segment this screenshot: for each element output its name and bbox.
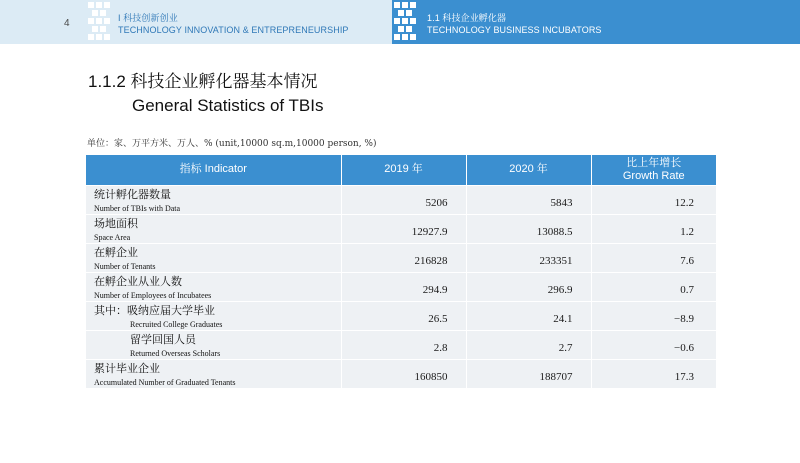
- table-row: [86, 214, 716, 243]
- table-row: [86, 330, 716, 359]
- row-label-zh: 累计毕业企业: [94, 362, 160, 375]
- cell-growth: 17.3: [591, 359, 716, 388]
- row-label-en: Space Area: [94, 232, 131, 242]
- section-title-en: General Statistics of TBIs: [132, 96, 324, 115]
- cell-2019: 216828: [341, 243, 466, 272]
- row-label-en: Accumulated Number of Graduated Tenants: [94, 377, 236, 387]
- cell-growth: 7.6: [591, 243, 716, 272]
- section-title-zh: 1.1.2 科技企业孵化器基本情况: [88, 72, 318, 91]
- column-header-growth: [591, 155, 716, 185]
- cell-2019: 2.8: [341, 330, 466, 359]
- row-label: [86, 359, 341, 388]
- row-label-zh: 场地面积: [94, 217, 138, 230]
- cell-2020: 296.9: [466, 272, 591, 301]
- header-right-text: [427, 12, 602, 36]
- header-left-zh: I 科技创新创业: [118, 13, 178, 23]
- header-left-text: [118, 12, 349, 36]
- row-label: [86, 185, 341, 214]
- cell-growth: 1.2: [591, 214, 716, 243]
- column-header-2020: 2020 年: [466, 155, 591, 185]
- cell-2019: 5206: [341, 185, 466, 214]
- header-square-pattern-left: [86, 0, 112, 44]
- row-label: [86, 330, 341, 359]
- column-header-2019: 2019 年: [341, 155, 466, 185]
- header-left-en: TECHNOLOGY INNOVATION & ENTREPRENEURSHIP: [118, 25, 349, 35]
- row-label: [86, 272, 341, 301]
- cell-2019: 160850: [341, 359, 466, 388]
- row-label-zh: 在孵企业从业人数: [94, 275, 182, 288]
- table-header-row: [86, 155, 716, 185]
- unit-note: 单位：家、万平方米、万人、% (unit,10000 sq.m,10000 person, %): [87, 139, 377, 149]
- table-row: [86, 185, 716, 214]
- cell-2020: 2.7: [466, 330, 591, 359]
- header-square-pattern-right: [392, 0, 418, 44]
- cell-growth: −8.9: [591, 301, 716, 330]
- column-header-indicator: 指标 Indicator: [86, 155, 341, 185]
- page-number: 4: [64, 18, 70, 29]
- cell-2019: 26.5: [341, 301, 466, 330]
- row-label-zh: 在孵企业: [94, 246, 138, 259]
- cell-2019: 294.9: [341, 272, 466, 301]
- row-label: [86, 301, 341, 330]
- row-label-zh: 统计孵化器数量: [94, 188, 171, 201]
- header-right-zh: 1.1 科技企业孵化器: [427, 13, 507, 23]
- cell-2019: 12927.9: [341, 214, 466, 243]
- cell-growth: −0.6: [591, 330, 716, 359]
- cell-2020: 188707: [466, 359, 591, 388]
- cell-2020: 5843: [466, 185, 591, 214]
- row-label-en: Number of Employees of Incubatees: [94, 290, 212, 300]
- table-row: [86, 243, 716, 272]
- header-right-en: TECHNOLOGY BUSINESS INCUBATORS: [427, 25, 602, 35]
- cell-2020: 24.1: [466, 301, 591, 330]
- row-label-zh: 其中：吸纳应届大学毕业: [94, 304, 215, 317]
- table-row: [86, 301, 716, 330]
- cell-growth: 0.7: [591, 272, 716, 301]
- cell-2020: 13088.5: [466, 214, 591, 243]
- row-label-en: Returned Overseas Scholars: [130, 348, 221, 358]
- page-header: [0, 0, 800, 44]
- row-label-zh: 留学回国人员: [130, 333, 196, 346]
- row-label-en: Number of Tenants: [94, 261, 156, 271]
- column-header-growth-zh: 比上年增长: [626, 156, 682, 169]
- cell-2020: 233351: [466, 243, 591, 272]
- statistics-table: [86, 155, 716, 388]
- table-row: [86, 359, 716, 388]
- column-header-growth-en: Growth Rate: [622, 169, 685, 182]
- row-label-en: Number of TBIs with Data: [94, 203, 181, 213]
- row-label-en: Recruited College Graduates: [130, 319, 223, 329]
- row-label: [86, 243, 341, 272]
- row-label: [86, 214, 341, 243]
- cell-growth: 12.2: [591, 185, 716, 214]
- table-row: [86, 272, 716, 301]
